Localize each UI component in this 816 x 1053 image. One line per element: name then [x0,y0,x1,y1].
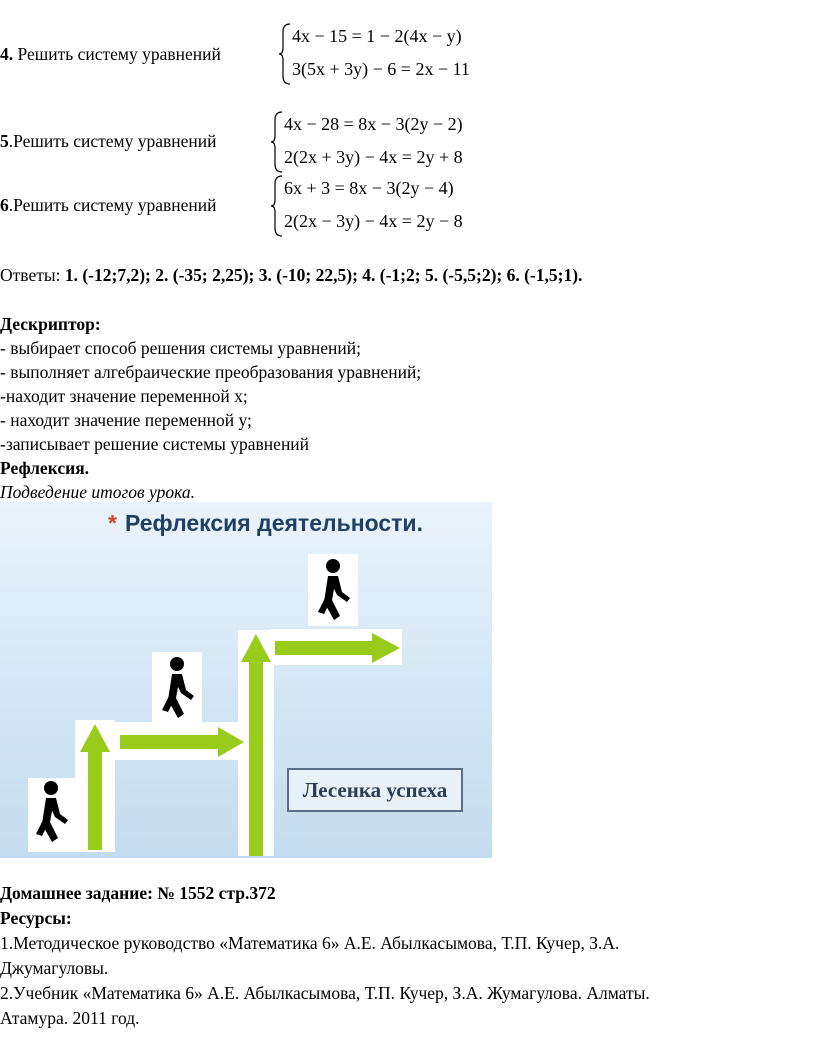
descriptor-item: - находит значение переменной у; [0,410,252,430]
task-6-label [0,195,217,216]
task-text: .Решить систему уравнений [8,131,217,151]
reflection-slide-image [0,502,492,858]
equation-1: 6x + 3 = 8x − 3(2y − 4) [284,178,454,198]
resource-line: Атамура. 2011 год. [0,1008,140,1028]
task-number: 4. [0,44,14,64]
equation-2: 2(2x + 3y) − 4x = 2y + 8 [284,147,463,167]
answers-text: 1. (-12;7,2); 2. (-35; 2,25); 3. (-10; 22,5); 4. (-1;2; 5. (-5,5;2); 6. (-1,5;1). [64,265,583,285]
task-4-label [0,44,221,65]
answers-label: Ответы: [0,265,65,285]
brace-icon [270,174,284,238]
equation-system-6 [270,174,510,242]
descriptor-item: - выбирает способ решения системы уравнений; [0,338,361,358]
success-ladder-label: Лесенка успеха [287,768,463,812]
task-number: 6 [0,195,9,215]
equation-2: 2(2x − 3y) − 4x = 2y − 8 [284,211,463,231]
reflection-subtitle: Подведение итогов урока. [0,482,195,502]
task-number: 5 [0,131,9,151]
descriptor-item: - выполняет алгебраические преобразования уравнений; [0,362,422,382]
descriptor-item: -находит значение переменной х; [0,386,248,406]
resource-line: 2.Учебник «Математика 6» А.Е. Абылкасымова, Т.П. Кучер, З.А. Жумагулова. Алматы. [0,983,650,1003]
equation-2: 3(5x + 3y) − 6 = 2x − 11 [292,59,470,79]
resources-heading: Ресурсы: [0,908,72,928]
equation-system-4 [278,22,508,90]
brace-icon [278,22,292,86]
descriptor-item: -записывает решение системы уравнений [0,434,310,454]
task-text: .Решить систему уравнений [8,195,217,215]
resource-line: Джумагуловы. [0,958,109,978]
equation-1: 4x − 28 = 8x − 3(2y − 2) [284,114,463,134]
homework-line: Домашнее задание: № 1552 стр.372 [0,883,276,903]
equation-system-5 [270,110,510,178]
reflection-heading: Рефлексия. [0,458,90,478]
task-5-label [0,131,217,152]
resource-line: 1.Методическое руководство «Математика 6» А.Е. Абылкасымова, Т.П. Кучер, З.А. [0,933,620,953]
descriptor-heading: Дескриптор: [0,314,101,334]
task-text: Решить систему уравнений [13,44,221,64]
star-bullet-icon: * [108,510,117,536]
slide-title-text: Рефлексия деятельности. [124,510,423,536]
equation-1: 4x − 15 = 1 − 2(4x − y) [292,26,462,46]
brace-icon [270,110,284,174]
answers-line [0,265,582,286]
